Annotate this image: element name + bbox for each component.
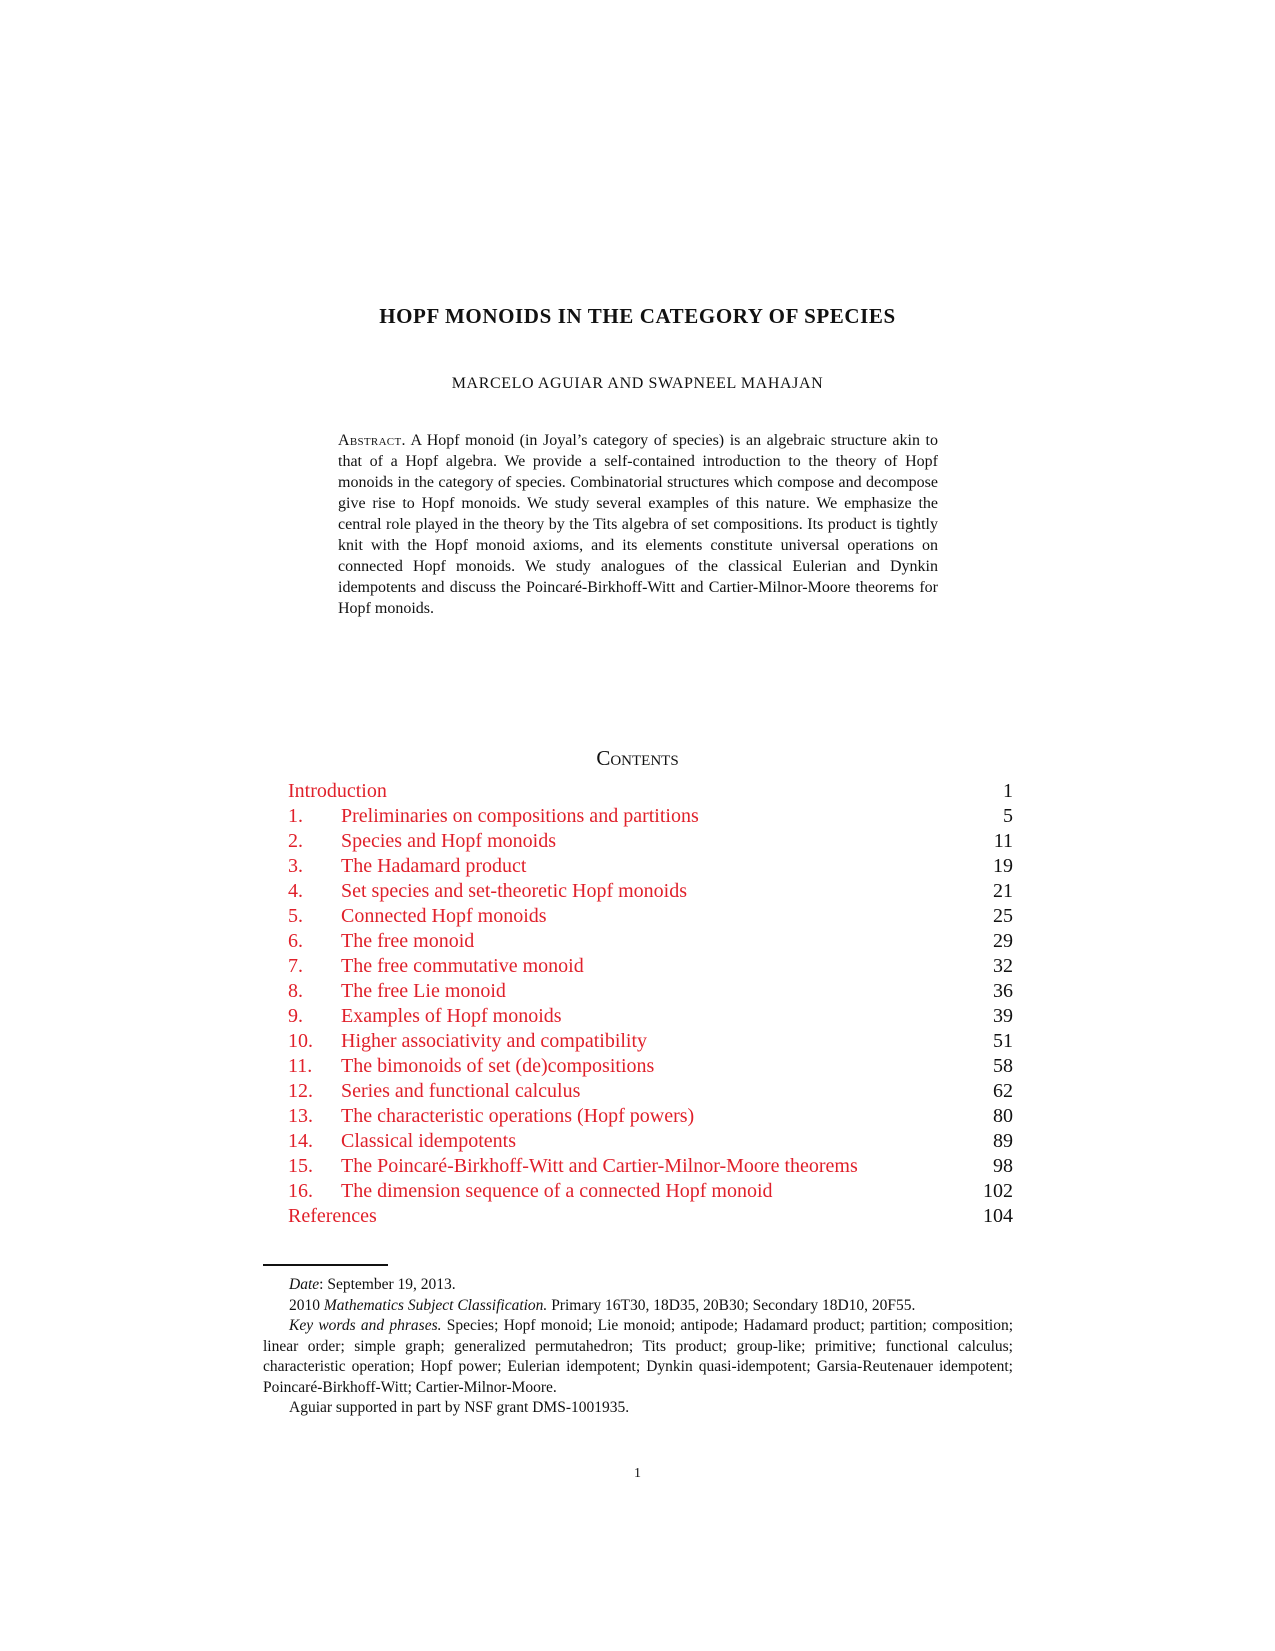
toc-number: 15. — [288, 1155, 313, 1177]
toc-link-section-8[interactable]: The free Lie monoid — [341, 980, 506, 1002]
date-label: Date — [289, 1276, 320, 1293]
toc-link-section-12[interactable]: Series and functional calculus — [341, 1080, 581, 1102]
toc-page: 29 — [993, 930, 1013, 952]
footnote-support: Aguiar supported in part by NSF grant DMS-1001935. — [289, 1399, 630, 1416]
page-number: 1 — [634, 1466, 641, 1481]
toc-entry — [288, 954, 1013, 979]
toc-number: 14. — [288, 1130, 313, 1152]
toc-entry — [288, 1204, 1013, 1229]
table-of-contents — [288, 779, 1013, 1229]
footnotes — [263, 1275, 1013, 1419]
toc-number: 3. — [288, 855, 303, 877]
toc-page: 58 — [993, 1055, 1013, 1077]
footnote-rule — [263, 1264, 388, 1266]
toc-entry — [288, 929, 1013, 954]
footnote-msc — [263, 1296, 1013, 1317]
toc-link-section-6[interactable]: The free monoid — [341, 930, 475, 952]
toc-entry — [288, 904, 1013, 929]
paper-authors: MARCELO AGUIAR AND SWAPNEEL MAHAJAN — [451, 375, 824, 392]
toc-number: 6. — [288, 930, 303, 952]
msc-year: 2010 — [289, 1296, 320, 1314]
toc-page: 51 — [993, 1030, 1013, 1052]
toc-entry — [288, 1004, 1013, 1029]
toc-page: 25 — [993, 905, 1013, 927]
toc-entry — [288, 1079, 1013, 1104]
toc-page: 36 — [993, 980, 1013, 1002]
toc-link-section-11[interactable]: The bimonoids of set (de)compositions — [341, 1055, 655, 1077]
toc-link-section-2[interactable]: Species and Hopf monoids — [341, 830, 556, 852]
date-value: : September 19, 2013. — [319, 1276, 456, 1293]
toc-number: 13. — [288, 1105, 313, 1127]
footnote-date — [263, 1275, 1013, 1296]
toc-number: 9. — [288, 1005, 303, 1027]
toc-link-section-1[interactable]: Preliminaries on compositions and partitions — [341, 805, 699, 827]
toc-entry — [288, 804, 1013, 829]
toc-page: 62 — [993, 1080, 1013, 1102]
toc-link-introduction[interactable]: Introduction — [288, 780, 387, 802]
toc-number: 12. — [288, 1080, 313, 1102]
paper-title: HOPF MONOIDS IN THE CATEGORY OF SPECIES — [379, 304, 896, 328]
abstract-label: Abstract. — [338, 432, 406, 449]
toc-link-section-15[interactable]: The Poincaré-Birkhoff-Witt and Cartier-Milnor-Moore theorems — [341, 1155, 858, 1177]
toc-page: 98 — [993, 1155, 1013, 1177]
keywords-value: Species; Hopf monoid; Lie monoid; antipode; Hadamard product; partition; composition; linear order; simple graph; generalized permutahedron; Tits product; group-like; primitive; functional calculus; characteristic operation; Hopf power; Eulerian idempotent; Dynkin quasi-idempotent; Garsia-Reutenauer idempotent; Poincaré-Birkhoff-Witt; Cartier-Milnor-Moore. — [263, 1317, 1014, 1396]
abstract — [338, 430, 938, 619]
toc-entry — [288, 979, 1013, 1004]
toc-number: 8. — [288, 980, 303, 1002]
toc-entry — [288, 879, 1013, 904]
toc-entry — [288, 1054, 1013, 1079]
toc-link-section-14[interactable]: Classical idempotents — [341, 1130, 516, 1152]
toc-page: 89 — [993, 1130, 1013, 1152]
toc-entry — [288, 854, 1013, 879]
abstract-text: A Hopf monoid (in Joyal’s category of species) is an algebraic structure akin to that of a Hopf algebra. We provide a self-contained introduction to the theory of Hopf monoids in the category of species. Combinatorial structures which compose and decompose give rise to Hopf monoids. We study several examples of this nature. We emphasize the central role played in the theory by the Tits algebra of set compositions. Its product is tightly knit with the Hopf monoid axioms, and its elements constitute universal operations on connected Hopf monoids. We study analogues of the classical Eulerian and Dynkin idempotents and discuss the Poincaré-Birkhoff-Witt and Cartier-Milnor-Moore theorems for Hopf monoids. — [338, 432, 938, 617]
toc-page: 104 — [983, 1205, 1013, 1227]
toc-link-references[interactable]: References — [288, 1205, 377, 1227]
toc-page: 1 — [1003, 780, 1013, 802]
toc-number: 11. — [288, 1055, 313, 1077]
toc-link-section-10[interactable]: Higher associativity and compatibility — [341, 1030, 648, 1052]
toc-entry — [288, 1179, 1013, 1204]
toc-entry — [288, 1029, 1013, 1054]
toc-page: 5 — [1003, 805, 1013, 827]
toc-page: 39 — [993, 1005, 1013, 1027]
toc-page: 19 — [993, 855, 1013, 877]
toc-link-section-7[interactable]: The free commutative monoid — [341, 955, 584, 977]
toc-entry — [288, 1104, 1013, 1129]
toc-page: 102 — [983, 1180, 1013, 1202]
toc-link-section-16[interactable]: The dimension sequence of a connected Hopf monoid — [341, 1180, 773, 1202]
contents-heading: Contents — [596, 746, 679, 770]
toc-link-section-5[interactable]: Connected Hopf monoids — [341, 905, 547, 927]
footnote-keywords — [263, 1316, 1013, 1398]
toc-number: 4. — [288, 880, 303, 902]
toc-link-section-4[interactable]: Set species and set-theoretic Hopf monoids — [341, 880, 688, 902]
toc-link-section-13[interactable]: The characteristic operations (Hopf powers) — [341, 1105, 695, 1127]
toc-page: 32 — [993, 955, 1013, 977]
keywords-label: Key words and phrases. — [289, 1317, 442, 1334]
toc-page: 11 — [993, 830, 1013, 852]
msc-label: Mathematics Subject Classification. — [323, 1296, 548, 1314]
msc-value: Primary 16T30, 18D35, 20B30; Secondary 18D10, 20F55. — [551, 1296, 916, 1314]
toc-page: 80 — [993, 1105, 1013, 1127]
toc-number: 16. — [288, 1180, 313, 1202]
toc-number: 5. — [288, 905, 303, 927]
toc-page: 21 — [993, 880, 1013, 902]
toc-number: 7. — [288, 955, 303, 977]
toc-number: 1. — [288, 805, 303, 827]
toc-link-section-3[interactable]: The Hadamard product — [341, 855, 527, 877]
toc-link-section-9[interactable]: Examples of Hopf monoids — [341, 1005, 562, 1027]
toc-number: 2. — [288, 830, 303, 852]
toc-entry — [288, 1154, 1013, 1179]
toc-entry — [288, 1129, 1013, 1154]
toc-number: 10. — [288, 1030, 313, 1052]
toc-entry — [288, 829, 1013, 854]
toc-entry — [288, 779, 1013, 804]
